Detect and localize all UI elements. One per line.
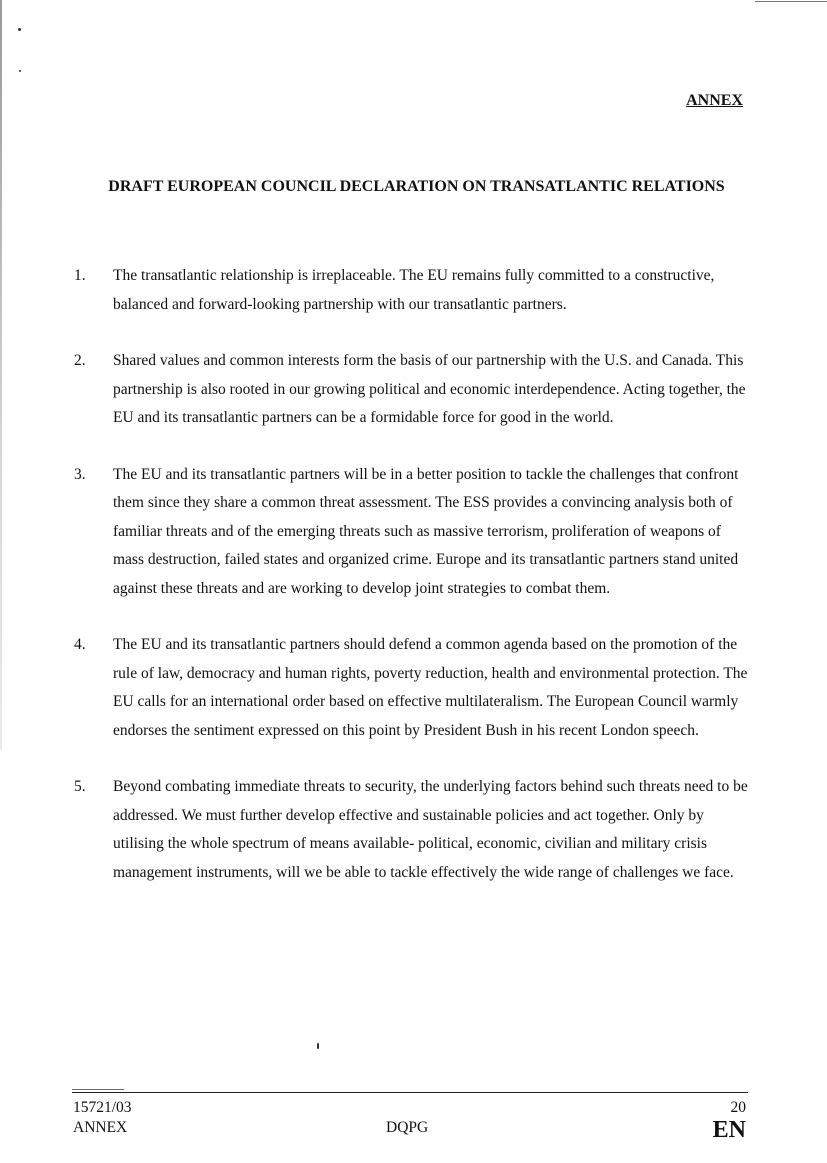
paragraph-number: 4. [74, 636, 86, 653]
footer-annex-label: ANNEX [73, 1119, 128, 1136]
scan-line-artifact [755, 1, 827, 2]
paragraph-text: The EU and its transatlantic partners should defend a common agenda based on the promotion of the rule of law, democracy and human rights, poverty reduction, health and environmental protection. The EU calls for an international order based on effective multilateralism. The European Council warmly endorses the sentiment expressed on this point by President Bush in his recent London speech. [113, 636, 748, 739]
paragraph-number: 1. [74, 267, 86, 284]
footer-divider-mark [72, 1089, 124, 1090]
scan-speck [19, 70, 21, 72]
paragraph-text: Shared values and common interests form the basis of our partnership with the U.S. and Canada. This partnership is also rooted in our growing political and economic interdependence. Acting together, the EU and its transatlantic partners can be a formidable force for good in the world. [113, 352, 746, 426]
department-code: DQPG [386, 1119, 429, 1136]
footer-left [73, 1098, 132, 1138]
scan-edge-artifact [0, 0, 2, 750]
scan-speck [18, 28, 21, 31]
paragraph-number: 5. [74, 778, 86, 795]
language-code: EN [712, 1117, 746, 1143]
page-title: DRAFT EUROPEAN COUNCIL DECLARATION ON TRANSATLANTIC RELATIONS [108, 178, 725, 195]
paragraph-text: The EU and its transatlantic partners will be in a better position to tackle the challenges that confront them since they share a common threat assessment. The ESS provides a convincing analysis both of familiar threats and of the emerging threats such as massive terrorism, proliferation of weapons of mass destruction, failed states and organized crime. Europe and its transatlantic partners stand united against these threats and are working to develop joint strategies to combat them. [113, 465, 739, 597]
paragraph-text: Beyond combating immediate threats to security, the underlying factors behind such threats need to be addressed. We must further develop effective and sustainable policies and act together. Only by utilising the whole spectrum of means available- political, economic, civilian and military crisis management instruments, will we be able to tackle effectively the wide range of challenges we face. [113, 778, 748, 881]
paragraph [74, 347, 754, 433]
paragraph [74, 461, 754, 604]
footer-divider [72, 1092, 748, 1093]
paragraph-list [74, 262, 754, 915]
paragraph-number: 2. [74, 352, 86, 369]
page-number: 20 [730, 1099, 746, 1116]
paragraph-text: The transatlantic relationship is irreplaceable. The EU remains fully committed to a constructive, balanced and forward-looking partnership with our transatlantic partners. [113, 267, 715, 313]
paragraph [74, 262, 754, 319]
annex-heading: ANNEX [686, 92, 743, 109]
paragraph [74, 631, 754, 745]
scan-speck [317, 1043, 319, 1049]
paragraph-number: 3. [74, 465, 86, 483]
paragraph [74, 773, 754, 887]
document-number: 15721/03 [73, 1099, 132, 1116]
footer-right [713, 1098, 746, 1142]
